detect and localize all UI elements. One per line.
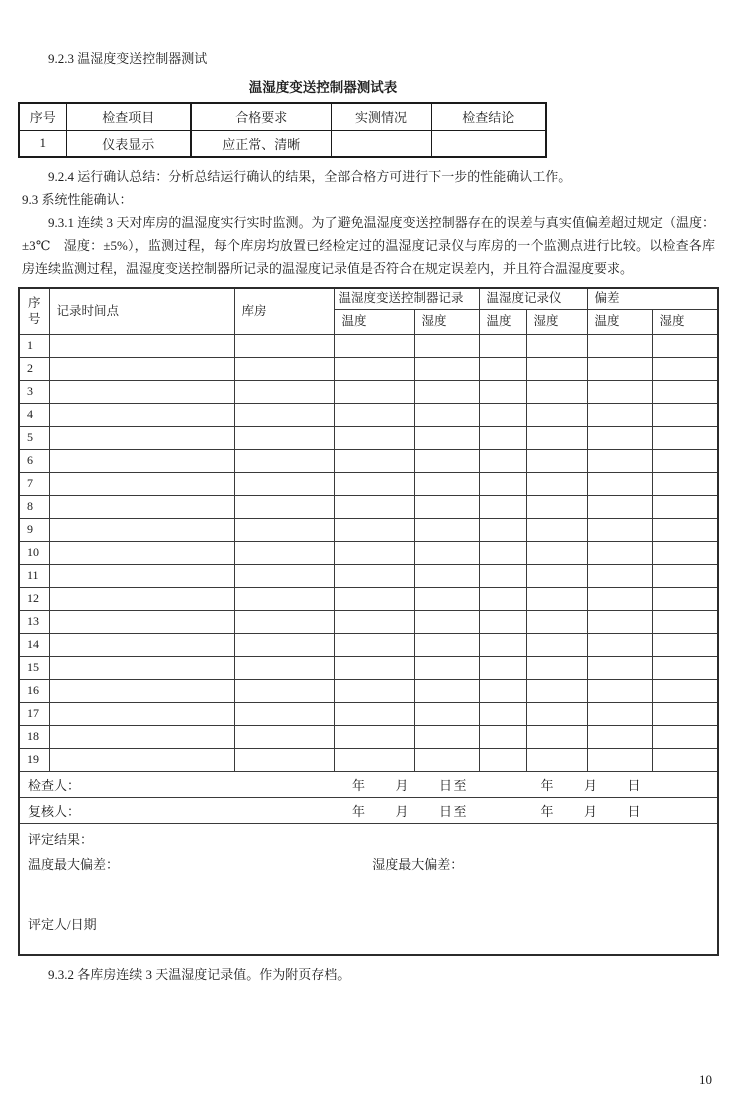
empty-record-cell (526, 357, 587, 380)
row-number-cell: 11 (19, 564, 49, 587)
empty-record-cell (234, 426, 334, 449)
empty-record-cell (652, 495, 718, 518)
reviewer-cell (19, 797, 718, 823)
empty-record-cell (49, 334, 234, 357)
empty-record-cell (414, 633, 479, 656)
record-row (19, 679, 718, 702)
empty-record-cell (652, 633, 718, 656)
empty-record-cell (49, 610, 234, 633)
row-number-cell: 8 (19, 495, 49, 518)
checker-cell (19, 771, 718, 797)
row-number-cell: 5 (19, 426, 49, 449)
empty-record-cell (334, 633, 414, 656)
empty-record-cell (526, 449, 587, 472)
header-controller-humidity: 湿度 (414, 309, 479, 334)
empty-record-cell (414, 518, 479, 541)
empty-record-cell (652, 403, 718, 426)
empty-record-cell (234, 518, 334, 541)
empty-record-cell (652, 725, 718, 748)
section-93: 9.3 系统性能确认： (22, 192, 133, 207)
document-page (0, 50, 731, 1104)
cell-conclusion (431, 130, 546, 157)
empty-record-cell (234, 403, 334, 426)
empty-record-cell (479, 748, 526, 771)
empty-record-cell (234, 610, 334, 633)
empty-record-cell (334, 702, 414, 725)
empty-record-cell (334, 587, 414, 610)
record-row (19, 449, 718, 472)
empty-record-cell (234, 449, 334, 472)
empty-record-cell (587, 426, 652, 449)
result-cell (19, 823, 718, 955)
empty-record-cell (49, 449, 234, 472)
record-row (19, 656, 718, 679)
header-serial: 序号 (19, 103, 66, 130)
header-recorder-humidity: 湿度 (526, 309, 587, 334)
empty-record-cell (526, 679, 587, 702)
empty-record-cell (334, 610, 414, 633)
empty-record-cell (334, 541, 414, 564)
header-record-time: 记录时间点 (49, 288, 234, 334)
header-group-recorder: 温湿度记录仪 (479, 288, 587, 309)
empty-record-cell (234, 725, 334, 748)
empty-record-cell (49, 380, 234, 403)
empty-record-cell (587, 334, 652, 357)
empty-record-cell (479, 725, 526, 748)
record-row (19, 495, 718, 518)
row-number-cell: 19 (19, 748, 49, 771)
empty-record-cell (526, 380, 587, 403)
empty-record-cell (587, 633, 652, 656)
empty-record-cell (234, 633, 334, 656)
empty-record-cell (479, 472, 526, 495)
empty-record-cell (234, 541, 334, 564)
empty-record-cell (652, 702, 718, 725)
empty-record-cell (334, 564, 414, 587)
row-number-cell: 18 (19, 725, 49, 748)
empty-record-cell (414, 725, 479, 748)
record-row (19, 633, 718, 656)
record-table-body (19, 334, 718, 771)
empty-record-cell (334, 403, 414, 426)
empty-record-cell (526, 564, 587, 587)
record-row (19, 357, 718, 380)
empty-record-cell (479, 587, 526, 610)
empty-record-cell (49, 725, 234, 748)
empty-record-cell (652, 380, 718, 403)
empty-record-cell (479, 403, 526, 426)
empty-record-cell (234, 702, 334, 725)
empty-record-cell (652, 518, 718, 541)
empty-record-cell (234, 357, 334, 380)
empty-record-cell (234, 472, 334, 495)
empty-record-cell (526, 495, 587, 518)
empty-record-cell (479, 633, 526, 656)
empty-record-cell (587, 564, 652, 587)
empty-record-cell (49, 633, 234, 656)
empty-record-cell (334, 334, 414, 357)
test-table-row (19, 130, 546, 157)
empty-record-cell (587, 357, 652, 380)
header-deviation-humidity: 湿度 (652, 309, 718, 334)
empty-record-cell (479, 357, 526, 380)
empty-record-cell (414, 587, 479, 610)
record-row (19, 403, 718, 426)
empty-record-cell (587, 656, 652, 679)
empty-record-cell (587, 495, 652, 518)
row-number-cell: 16 (19, 679, 49, 702)
empty-record-cell (234, 495, 334, 518)
empty-record-cell (479, 380, 526, 403)
section-924: 9.2.4 运行确认总结：分析总结运行确认的结果，全部合格方可进行下一步的性能确认工作。 (48, 169, 572, 184)
empty-record-cell (49, 541, 234, 564)
empty-record-cell (587, 380, 652, 403)
empty-record-cell (334, 495, 414, 518)
cell-measured (331, 130, 431, 157)
record-row (19, 725, 718, 748)
humidity-max-deviation-label: 湿度最大偏差： (372, 856, 464, 872)
empty-record-cell (479, 426, 526, 449)
row-number-cell: 13 (19, 610, 49, 633)
empty-record-cell (587, 748, 652, 771)
header-serial-number: 序 号 (19, 288, 49, 334)
section-932: 9.3.2 各库房连续 3 天温湿度记录值。作为附页存档。 (48, 967, 351, 982)
empty-record-cell (414, 541, 479, 564)
reviewer-row (19, 797, 718, 823)
record-row (19, 564, 718, 587)
empty-record-cell (49, 518, 234, 541)
cell-serial: 1 (19, 130, 66, 157)
test-table-header-row (19, 103, 546, 130)
empty-record-cell (49, 656, 234, 679)
empty-record-cell (334, 449, 414, 472)
controller-test-table (18, 102, 547, 158)
empty-record-cell (234, 564, 334, 587)
checker-date-line: 年 月 日至 年 月 日 (352, 777, 643, 793)
empty-record-cell (234, 380, 334, 403)
record-row (19, 426, 718, 449)
checker-row (19, 771, 718, 797)
empty-record-cell (652, 449, 718, 472)
empty-record-cell (526, 610, 587, 633)
record-row (19, 334, 718, 357)
record-row (19, 587, 718, 610)
empty-record-cell (49, 748, 234, 771)
empty-record-cell (414, 748, 479, 771)
empty-record-cell (587, 541, 652, 564)
empty-record-cell (414, 357, 479, 380)
monitoring-record-table (18, 287, 719, 956)
empty-record-cell (479, 656, 526, 679)
row-number-cell: 14 (19, 633, 49, 656)
empty-record-cell (49, 495, 234, 518)
empty-record-cell (479, 679, 526, 702)
empty-record-cell (334, 472, 414, 495)
empty-record-cell (479, 518, 526, 541)
empty-record-cell (414, 610, 479, 633)
empty-record-cell (526, 426, 587, 449)
empty-record-cell (652, 541, 718, 564)
empty-record-cell (414, 564, 479, 587)
empty-record-cell (49, 403, 234, 426)
empty-record-cell (526, 748, 587, 771)
empty-record-cell (526, 633, 587, 656)
row-number-cell: 9 (19, 518, 49, 541)
empty-record-cell (652, 610, 718, 633)
header-group-controller-record: 温湿度变送控制器记录 (334, 288, 479, 309)
cell-requirement: 应正常、清晰 (191, 130, 331, 157)
empty-record-cell (526, 656, 587, 679)
empty-record-cell (479, 610, 526, 633)
test-table-title: 温湿度变送控制器测试表 (248, 80, 398, 95)
empty-record-cell (587, 472, 652, 495)
empty-record-cell (587, 587, 652, 610)
empty-record-cell (334, 380, 414, 403)
record-row (19, 472, 718, 495)
section-heading-923: 9.2.3 温湿度变送控制器测试 (48, 51, 208, 66)
empty-record-cell (334, 357, 414, 380)
header-check-item: 检查项目 (66, 103, 191, 130)
empty-record-cell (414, 426, 479, 449)
empty-record-cell (334, 656, 414, 679)
empty-record-cell (652, 426, 718, 449)
empty-record-cell (526, 472, 587, 495)
empty-record-cell (334, 679, 414, 702)
result-row (19, 823, 718, 955)
row-number-cell: 2 (19, 357, 49, 380)
empty-record-cell (587, 702, 652, 725)
empty-record-cell (414, 472, 479, 495)
empty-record-cell (587, 679, 652, 702)
empty-record-cell (652, 656, 718, 679)
empty-record-cell (414, 334, 479, 357)
empty-record-cell (526, 725, 587, 748)
row-number-cell: 7 (19, 472, 49, 495)
header-warehouse: 库房 (234, 288, 334, 334)
header-controller-temp: 温度 (334, 309, 414, 334)
record-row (19, 518, 718, 541)
empty-record-cell (479, 702, 526, 725)
empty-record-cell (587, 725, 652, 748)
result-label: 评定结果： (28, 831, 94, 847)
header-group-deviation: 偏差 (587, 288, 718, 309)
cell-check-item: 仪表显示 (66, 130, 191, 157)
empty-record-cell (479, 564, 526, 587)
empty-record-cell (234, 679, 334, 702)
empty-record-cell (49, 426, 234, 449)
empty-record-cell (479, 449, 526, 472)
header-measured: 实测情况 (331, 103, 431, 130)
empty-record-cell (49, 679, 234, 702)
page-number: 10 (699, 1072, 712, 1087)
empty-record-cell (652, 357, 718, 380)
section-931: 9.3.1 连续 3 天对库房的温湿度实行实时监测。为了避免温湿度变送控制器存在的误差与真实值偏差超过规定（温度：±3℃ 湿度：±5%），监测过程，每个库房均放置已经检定过的温湿度记录仪与库房的一个监测点进行比较。以检查各库房连续监测过程，温湿度变送控制器所记录的温湿度记录值是否符合在规定误差内，并且符合温湿度要求。 (22, 215, 715, 276)
empty-record-cell (334, 748, 414, 771)
record-row (19, 610, 718, 633)
empty-record-cell (234, 656, 334, 679)
empty-record-cell (587, 403, 652, 426)
empty-record-cell (652, 334, 718, 357)
empty-record-cell (414, 380, 479, 403)
empty-record-cell (652, 564, 718, 587)
empty-record-cell (414, 702, 479, 725)
empty-record-cell (414, 495, 479, 518)
header-recorder-temp: 温度 (479, 309, 526, 334)
empty-record-cell (652, 587, 718, 610)
empty-record-cell (652, 679, 718, 702)
row-number-cell: 15 (19, 656, 49, 679)
empty-record-cell (479, 334, 526, 357)
empty-record-cell (526, 541, 587, 564)
empty-record-cell (587, 610, 652, 633)
empty-record-cell (587, 449, 652, 472)
empty-record-cell (334, 426, 414, 449)
record-row (19, 541, 718, 564)
empty-record-cell (49, 564, 234, 587)
temp-max-deviation-label: 温度最大偏差： (28, 856, 120, 872)
empty-record-cell (414, 679, 479, 702)
empty-record-cell (414, 656, 479, 679)
empty-record-cell (652, 748, 718, 771)
row-number-cell: 3 (19, 380, 49, 403)
empty-record-cell (234, 587, 334, 610)
empty-record-cell (49, 357, 234, 380)
empty-record-cell (414, 403, 479, 426)
empty-record-cell (49, 587, 234, 610)
empty-record-cell (526, 518, 587, 541)
empty-record-cell (414, 449, 479, 472)
record-row (19, 702, 718, 725)
header-deviation-temp: 温度 (587, 309, 652, 334)
empty-record-cell (479, 541, 526, 564)
row-number-cell: 17 (19, 702, 49, 725)
row-number-cell: 1 (19, 334, 49, 357)
row-number-cell: 10 (19, 541, 49, 564)
empty-record-cell (652, 472, 718, 495)
empty-record-cell (526, 334, 587, 357)
row-number-cell: 4 (19, 403, 49, 426)
record-row (19, 380, 718, 403)
empty-record-cell (49, 702, 234, 725)
row-number-cell: 6 (19, 449, 49, 472)
empty-record-cell (334, 518, 414, 541)
empty-record-cell (234, 334, 334, 357)
empty-record-cell (526, 702, 587, 725)
header-requirement: 合格要求 (191, 103, 331, 130)
reviewer-label: 复核人： (28, 803, 81, 819)
empty-record-cell (526, 403, 587, 426)
record-row (19, 748, 718, 771)
assessor-label: 评定人/日期 (28, 916, 97, 932)
reviewer-date-line: 年 月 日至 年 月 日 (352, 803, 643, 819)
header-conclusion: 检查结论 (431, 103, 546, 130)
row-number-cell: 12 (19, 587, 49, 610)
empty-record-cell (49, 472, 234, 495)
empty-record-cell (334, 725, 414, 748)
empty-record-cell (587, 518, 652, 541)
empty-record-cell (526, 587, 587, 610)
empty-record-cell (234, 748, 334, 771)
checker-label: 检查人： (28, 777, 81, 793)
record-header-row-1 (19, 288, 718, 309)
empty-record-cell (479, 495, 526, 518)
